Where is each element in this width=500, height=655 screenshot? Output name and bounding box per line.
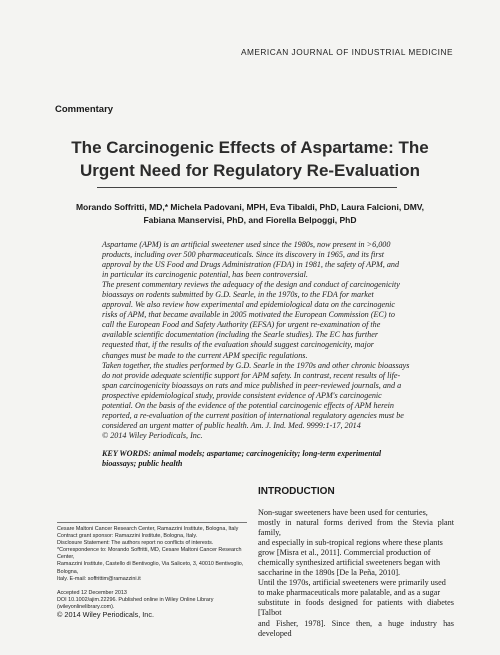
keywords-line-2: bioassays; public health	[102, 459, 183, 468]
intro-line: and especially in sub-tropical regions where these plants	[258, 538, 443, 548]
keywords-line-1: KEY WORDS: animal models; aspartame; carcinogenicity; long-term experimental	[102, 449, 382, 458]
abstract-line: considered an urgent matter of public health. Am. J. Ind. Med. 9999:1-17, 2014	[102, 420, 361, 430]
intro-line: grow [Misra et al., 2011]. Commercial production of	[258, 548, 431, 558]
notes-line: Italy. E-mail: soffrittim@ramazzini.it	[57, 575, 141, 582]
notes-line: DOI 10.1002/ajim.22296. Published online in Wiley Online Library	[57, 596, 214, 603]
intro-line: to make pharmaceuticals more palatable, and as a sugar	[258, 588, 441, 598]
introduction-body	[258, 508, 454, 639]
title-rule	[97, 187, 397, 188]
keywords	[102, 449, 442, 469]
notes-line: Disclosure Statement: The authors report no conflicts of interests.	[57, 540, 214, 547]
notes-line: Ramazzini Institute, Castello di Bentivoglio, Via Saliceto, 3, 40010 Bentivoglio, Bologna,	[57, 561, 244, 575]
article-title	[40, 136, 460, 182]
notes-line: (wileyonlinelibrary.com).	[57, 603, 115, 610]
abstract-line: do not provide adequate scientific support for APM safety. In contrast, recent results of life-	[102, 370, 401, 380]
abstract-line: reported, a re-evaluation of the current position of international regulatory agencies must be	[102, 410, 404, 420]
abstract-line: bioassays on rodents submitted by G.D. Searle, in the 1970s, to the FDA for market	[102, 290, 374, 300]
authors-line-2: Fabiana Manservisi, PhD, and Fiorella Belpoggi, PhD	[143, 214, 357, 225]
abstract-line: approval. We also review how experimental and epidemiological data on the carcinogenic	[102, 300, 396, 310]
abstract-line: available scientific documentation (including the Searle studies). The EC has further	[102, 330, 378, 340]
intro-line: substitute in foods designed for patients with diabetes [Talbot	[258, 598, 454, 618]
journal-name: AMERICAN JOURNAL OF INDUSTRIAL MEDICINE	[240, 47, 453, 57]
intro-line: Until the 1970s, artificial sweeteners were primarily used	[258, 578, 446, 588]
authors-line-1: Morando Soffritti, MD,* Michela Padovani, MPH, Eva Tibaldi, PhD, Laura Falcioni, DMV,	[75, 202, 425, 212]
abstract-line: in particular its carcinogenic potential, has been controversial.	[102, 270, 308, 280]
abstract-line: risks of APM, that became available in 2005 motivated the European Commission (EC) to	[102, 310, 395, 320]
intro-line: saccharine in the 1890s [De la Peña, 2010].	[258, 568, 401, 578]
abstract-line: The present commentary reviews the adequacy of the design and conduct of carcinogenicity	[102, 280, 400, 290]
introduction-heading: INTRODUCTION	[258, 486, 335, 497]
notes-line: Cesare Maltoni Cancer Research Center, Ramazzini Institute, Bologna, Italy	[57, 526, 239, 532]
abstract-line: call the European Food and Safety Authority (EFSA) for urgent re-examination of the	[102, 320, 381, 330]
footnote-rule	[57, 522, 247, 523]
abstract-line: Aspartame (APM) is an artificial sweetener used since the 1980s, now present in >6,000	[102, 240, 391, 249]
footnotes	[57, 526, 247, 611]
notes-line	[57, 583, 247, 590]
notes-line: Contract grant sponsor: Ramazzini Institute, Bologna, Italy.	[57, 533, 198, 540]
intro-line: chemically synthesized artificial sweeteners began with	[258, 558, 441, 568]
title-line-1: The Carcinogenic Effects of Aspartame: The	[71, 138, 429, 157]
abstract-line: Taken together, the studies performed by G.D. Searle in the 1970s and other chronic bioassays	[102, 360, 410, 370]
abstract-line: prospective epidemiological study, provide consistent evidence of APM's carcinogenic	[102, 390, 382, 400]
copyright: © 2014 Wiley Periodicals, Inc.	[57, 610, 155, 619]
section-label: Commentary	[55, 104, 114, 115]
abstract-line: requested that, if the results of the evaluation should suggest carcinogenicity, major	[102, 340, 374, 350]
authors	[40, 201, 460, 226]
notes-line: *Correspondence to: Morando Soffritti, MD, Cesare Maltoni Cancer Research Center,	[57, 547, 242, 561]
abstract-line: approval by the US Food and Drugs Administration (FDA) in 1981, the safety of APM, and	[102, 260, 400, 270]
abstract-line: potential. On the basis of the evidence of the potential carcinogenic effects of APM herein	[102, 400, 394, 410]
abstract-line: span carcinogenicity bioassays on rats and mice published in peer-reviewed journals, and a	[102, 380, 402, 390]
title-line-2: Urgent Need for Regulatory Re-Evaluation	[79, 161, 421, 180]
abstract-line: © 2014 Wiley Periodicals, Inc.	[102, 430, 203, 440]
intro-line: Non-sugar sweeteners have been used for centuries,	[258, 508, 428, 517]
intro-line: mostly in natural forms derived from the Stevia plant family,	[258, 518, 454, 538]
abstract-line: products, including over 500 pharmaceuticals. Since its discovery in 1965, and its first	[102, 250, 385, 260]
abstract	[102, 240, 442, 441]
intro-line: and Fisher, 1978]. Since then, a huge industry has developed	[258, 618, 454, 638]
abstract-line: changes must be made to the current APM specific regulations.	[102, 350, 308, 360]
notes-line: Accepted 12 December 2013	[57, 589, 127, 596]
